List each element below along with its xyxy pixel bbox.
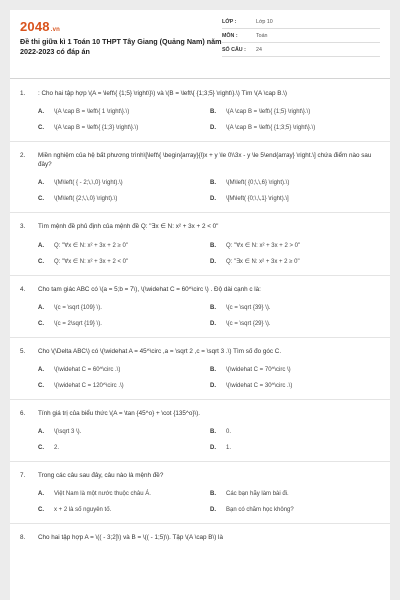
question-text: Cho tam giác ABC có \(a = 5;b = 7\), \(\widehat C = 60^\circ \) . Độ dài cạnh c là: [38,285,261,293]
option-text: \(\widehat C = 70^\circ \) [226,366,291,373]
answer-options [20,294,382,337]
option-text: \(M\left( {2;\,\,0} \right).\) [54,196,118,203]
option-letter: A. [38,428,44,435]
meta-value: Toán [256,32,268,39]
option-letter: B. [210,242,216,249]
question-text: Tìm mệnh đề phủ định của mệnh đề Q: "∃x ∈ N: x² + 3x + 2 < 0" [38,223,219,231]
meta-label: SỐ CÂU : [222,46,246,53]
option-letter: B. [210,428,216,435]
option-text: \(\widehat C = 120^\circ .\) [54,382,124,389]
page-header [10,10,390,78]
option-letter: C. [38,258,44,265]
answer-option[interactable] [38,238,210,254]
answer-option[interactable] [38,120,210,136]
question-text: Trong các câu sau đây, câu nào là mệnh đề? [38,471,164,479]
answer-option[interactable] [210,440,382,456]
answer-options [20,232,382,275]
option-letter: B. [210,109,216,116]
option-letter: D. [210,125,216,132]
option-letter: A. [38,242,44,249]
document-title: Đề thi giữa kì 1 Toán 10 THPT Tây Giang (Quảng Nam) năm 2022-2023 có đáp án [20,37,222,56]
question-header [20,462,382,480]
option-text: \(M\left( {0;\,\,6} \right).\) [226,180,290,187]
answer-option[interactable] [210,120,382,136]
answer-option[interactable] [38,424,210,440]
option-letter: B. [210,180,216,187]
question-number: 2. [20,152,26,160]
option-text: \(A \cap B = \left\{ 1 \right\}.\) [54,109,130,116]
option-text: \(A \cap B = \left\{ {1;3} \right\}.\) [54,125,139,132]
question-number: 1. [20,90,26,97]
option-text: \(\widehat C = 60^\circ .\) [54,366,121,373]
option-text: \(\sqrt 3 \). [54,428,82,435]
question-text: Miền nghiệm của hệ bất phương trình\[\left\{ \begin{array}{l}x + y \le 0\\3x - y \le 5\end{array} \right.\] chứa điểm nào sau đây? [38,152,372,169]
question-text: Cho hai tập hợp A = \(( - 3;2]\) và B = \(( - 1;5)\). Tập \(A \cap B\) là [38,534,223,541]
question-text: Cho \(\Delta ABC\) có \(\widehat A = 45^\circ ,a = \sqrt 2 ,c = \sqrt 3 .\) Tìm số đo góc C. [38,347,282,355]
answer-option[interactable] [38,104,210,120]
option-letter: D. [210,258,216,265]
option-text: \(A \cap B = \left\{ {1;3;5} \right\}.\) [226,125,316,132]
option-letter: A. [38,491,44,497]
meta-label: LỚP : [222,18,237,25]
question-number: 6. [20,409,26,417]
answer-option[interactable] [210,486,382,502]
option-text: 0. [226,428,232,435]
option-text: \(\widehat C = 30^\circ .\) [226,382,293,389]
answer-option[interactable] [210,502,382,518]
question-list [10,80,390,542]
option-text: x + 2 là số nguyên tố. [54,507,112,513]
meta-row-subject [222,29,380,43]
meta-table [222,15,380,57]
header-divider [10,78,390,79]
option-letter: D. [210,196,216,203]
meta-row-class [222,15,380,29]
question-number: 5. [20,347,26,355]
option-letter: D. [210,444,216,451]
option-letter: B. [210,304,216,311]
exam-page [10,10,390,600]
meta-row-count [222,43,380,57]
question-item [10,524,390,542]
question-number: 7. [20,471,26,479]
question-item [10,142,390,213]
question-item [10,276,390,338]
meta-value: Lớp 10 [256,18,273,25]
answer-option[interactable] [210,424,382,440]
answer-option[interactable] [38,316,210,332]
option-letter: D. [210,320,216,327]
option-text: Q: "∀x ∈ N: x² + 3x + 2 < 0" [54,259,129,265]
question-item [10,338,390,400]
answer-option[interactable] [38,362,210,378]
question-item [10,80,390,142]
option-letter: B. [210,491,216,497]
answer-option[interactable] [210,254,382,270]
option-text: Bạn có chăm học không? [226,507,294,513]
option-text: \(c = \sqrt {29} \). [226,320,271,327]
answer-options [20,356,382,399]
option-text: \(c = \sqrt {109} \). [54,304,102,311]
option-letter: D. [210,382,216,389]
option-text: 2. [54,444,60,451]
answer-option[interactable] [210,104,382,120]
option-text: \(A \cap B = \left\{ {1;5} \right\}.\) [226,109,311,116]
question-text: Tính giá trị của biểu thức \(A = \tan {45^o} + \cot {135^o}\). [38,409,201,417]
answer-option[interactable] [210,300,382,316]
answer-options [20,98,382,141]
question-number: 8. [20,534,26,541]
question-header [20,213,382,231]
answer-option[interactable] [38,254,210,270]
option-letter: A. [38,304,44,311]
question-header [20,276,382,294]
meta-value: 24 [256,46,262,53]
option-letter: C. [38,444,44,451]
answer-option[interactable] [210,191,382,207]
option-letter: B. [210,366,216,373]
answer-options [20,480,382,523]
question-header [20,524,382,542]
answer-option[interactable] [38,175,210,191]
option-letter: C. [38,507,44,513]
option-text: Q: "∃x ∈ N: x² + 3x + 2 ≥ 0" [226,259,300,265]
option-letter: C. [38,320,44,327]
option-text: \[M\left( {0;\,\,1} \right).\] [226,196,289,203]
answer-options [20,169,382,212]
option-letter: A. [38,109,44,116]
answer-option[interactable] [210,362,382,378]
option-letter: C. [38,196,44,203]
option-letter: C. [38,382,44,389]
answer-options [20,418,382,461]
option-text: \(c = \sqrt {39} \). [226,304,271,311]
question-number: 4. [20,285,26,293]
question-item [10,213,390,275]
site-logo[interactable] [20,19,60,34]
answer-option[interactable] [210,378,382,394]
question-text: : Cho hai tập hợp \(A = \left\{ {1;5} \right\}\) và \(B = \left\{ {1;3;5} \right\}.\) Tìm \(A \cap B.\) [38,90,288,97]
option-letter: C. [38,125,44,132]
logo-suffix: .vn [50,27,61,33]
answer-option[interactable] [38,486,210,502]
answer-option[interactable] [210,238,382,254]
option-text: 1. [226,444,232,451]
question-number: 3. [20,223,26,231]
option-text: Q: "∀x ∈ N: x² + 3x + 2 ≥ 0" [54,243,128,249]
question-header [20,142,382,169]
option-text: Q: "∀x ∈ N: x² + 3x + 2 > 0" [226,243,301,249]
option-text: Việt Nam là một nước thuộc châu Á. [54,491,151,497]
answer-option[interactable] [210,316,382,332]
meta-label: MÔN : [222,32,238,39]
answer-option[interactable] [38,300,210,316]
option-text: Các bạn hãy làm bài đi. [226,491,289,497]
option-letter: A. [38,180,44,187]
question-header [20,400,382,418]
logo-text: 2048 [20,19,50,34]
question-item [10,400,390,462]
option-text: \(c = 2\sqrt {19} \). [54,320,102,327]
option-text: \(M\left( { - 2;\,\,0} \right).\) [54,180,123,187]
question-header [20,80,382,98]
answer-option[interactable] [38,502,210,518]
option-letter: A. [38,366,44,373]
question-header [20,338,382,356]
answer-option[interactable] [38,440,210,456]
answer-option[interactable] [210,175,382,191]
answer-option[interactable] [38,378,210,394]
answer-option[interactable] [38,191,210,207]
question-item [10,462,390,524]
option-letter: D. [210,507,216,513]
